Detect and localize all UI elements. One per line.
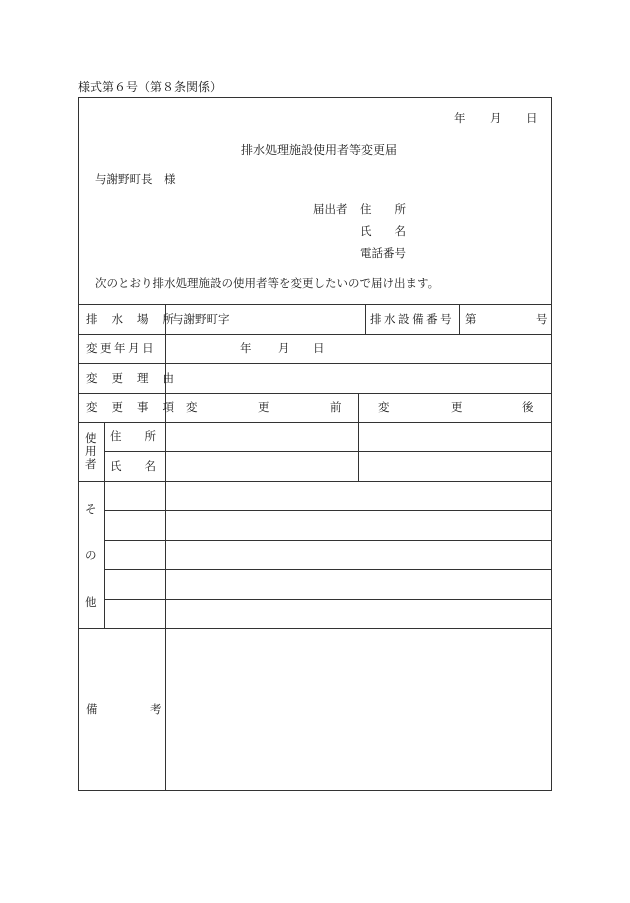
applicant-address-label: 住 所	[360, 202, 406, 216]
before-label-1: 変	[186, 400, 198, 414]
change-date-month: 月	[278, 341, 290, 355]
after-label-2: 更	[451, 400, 463, 414]
equipment-number-field[interactable]	[480, 305, 532, 333]
addressee: 与謝野町長 様	[95, 172, 176, 186]
equipment-number-go: 号	[536, 312, 548, 326]
before-label-3: 前	[330, 400, 342, 414]
statement-text: 次のとおり排水処理施設の使用者等を変更したいので届け出ます。	[95, 276, 440, 290]
date-year-label: 年	[454, 111, 466, 125]
equipment-number-label: 排水設備番号	[370, 312, 455, 326]
drain-location-field[interactable]	[232, 305, 364, 333]
change-date-field[interactable]	[166, 335, 552, 363]
user-group-label: 使用者	[85, 431, 97, 471]
user-address-after-field[interactable]	[359, 423, 552, 451]
change-items-label: 変 更 事 項	[86, 400, 180, 414]
drain-location-label: 排 水 場 所	[86, 312, 180, 326]
form-number: 様式第６号（第８条関係）	[78, 80, 223, 94]
user-name-label: 氏 名	[110, 459, 156, 473]
other-label-1: そ	[85, 502, 97, 516]
document-title: 排水処理施設使用者等変更届	[241, 143, 398, 157]
other-label-3: 他	[85, 595, 97, 609]
applicant-label: 届出者	[313, 202, 348, 216]
user-address-label: 住 所	[110, 429, 156, 443]
change-date-label: 変更年月日	[86, 341, 157, 355]
remarks-field[interactable]	[166, 629, 552, 790]
drain-location-prefix: 与謝野町字	[172, 312, 230, 326]
change-reason-label: 変 更 理 由	[86, 371, 180, 385]
date-month-label: 月	[490, 111, 502, 125]
change-reason-field[interactable]	[166, 364, 552, 392]
user-name-before-field[interactable]	[166, 452, 358, 481]
change-date-year: 年	[240, 341, 252, 355]
after-label-3: 後	[522, 400, 534, 414]
applicant-phone-label: 電話番号	[360, 246, 406, 260]
applicant-name-label: 氏 名	[360, 224, 406, 238]
remarks-label-1: 備	[86, 702, 98, 716]
date-day-label: 日	[526, 111, 538, 125]
equipment-number-dai: 第	[465, 312, 477, 326]
other-label-2: の	[85, 548, 97, 562]
user-address-before-field[interactable]	[166, 423, 358, 451]
user-name-after-field[interactable]	[359, 452, 552, 481]
before-label-2: 更	[258, 400, 270, 414]
change-date-day: 日	[313, 341, 325, 355]
after-label-1: 変	[378, 400, 390, 414]
remarks-label-2: 考	[150, 702, 162, 716]
other-field[interactable]	[105, 482, 552, 628]
